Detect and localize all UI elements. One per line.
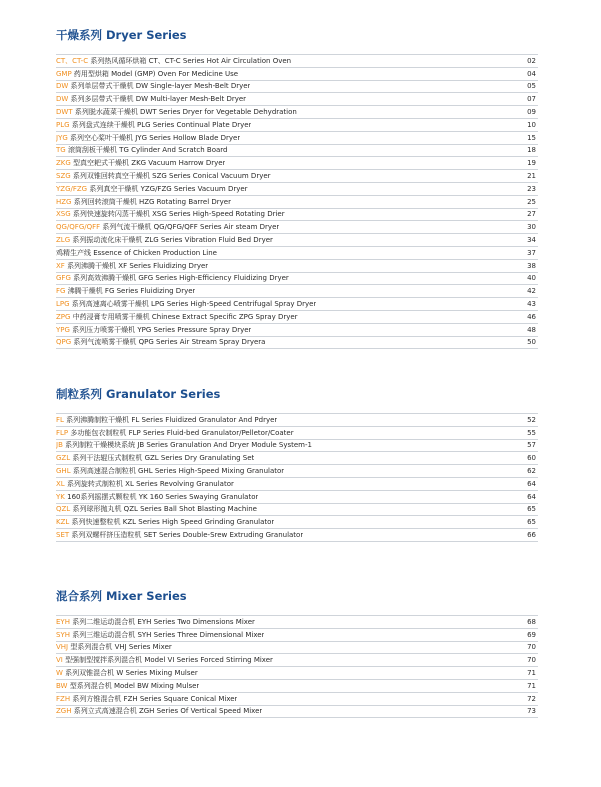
entry-description: 型真空耙式干燥机 ZKG Vacuum Harrow Dryer [73,159,226,168]
contents-entry [56,93,538,106]
entry-description: 系列制粒干燥模块系统 JB Series Granulation And Dryer Module System-1 [65,441,312,450]
entry-text [56,706,262,716]
contents-entry [56,132,538,145]
entry-text [56,655,273,665]
entry-description: 系列回转滚筒干燥机 HZG Rotating Barrel Dryer [73,197,231,206]
entry-description: 系列振动流化床干燥机 ZLG Series Vibration Fluid Bed Dryer [72,236,273,245]
entry-text [56,145,227,155]
page-number: 34 [527,236,536,245]
contents-entry [56,170,538,183]
section-title: 制粒系列 Granulator Series [56,387,221,401]
entry-description: 系列脱水蔬菜干燥机 DWT Series Dryer for Vegetable Dehydration [74,108,297,117]
entry-description: 系列真空干燥机 YZG/FZG Series Vacuum Dryer [89,184,248,193]
page-number: 65 [527,518,536,527]
contents-entry [56,693,538,706]
entry-text [56,222,279,232]
contents-entry [56,221,538,234]
contents-entry [56,209,538,222]
contents-entry [56,260,538,273]
contents-entry [56,667,538,680]
entry-description: 系列快速整粒机 KZL Series High Speed Grinding Granulator [71,518,275,527]
model-code: FZH [56,694,71,703]
model-code: YK [56,492,65,501]
entry-text [56,248,217,258]
contents-entry [56,119,538,132]
entry-text [56,440,312,450]
contents-entry [56,247,538,260]
page-number: 18 [527,146,536,155]
entry-description: 中药浸膏专用喷雾干燥机 Chinese Extract Specific ZPG Spray Dryer [72,312,298,321]
model-code: DW [56,82,69,91]
entry-text [56,81,250,91]
page-number: 68 [527,617,536,626]
entry-text [56,668,198,678]
entry-text [56,197,231,207]
page-number: 73 [527,707,536,716]
page-number: 50 [527,338,536,347]
contents-entry [56,55,538,68]
page-number: 65 [527,505,536,514]
page-number: 37 [527,248,536,257]
model-code: VHJ [56,643,69,652]
model-code: FLP [56,428,69,437]
entry-text [56,642,172,652]
page-number: 07 [527,95,536,104]
model-code: YZG/FZG [56,184,88,193]
page-number: 15 [527,133,536,142]
page-number: 27 [527,210,536,219]
model-code: ZLG [56,236,71,245]
entry-text [56,286,195,296]
entry-text [56,158,225,168]
entry-description: 系列三维运动混合机 SYH Series Three Dimensional Mixer [72,630,265,639]
section-dryer-series [56,27,538,349]
model-code: QPG [56,338,72,347]
entry-text [56,107,297,117]
entry-description: 系列高效沸腾干燥机 GFG Series High-Efficiency Fluidizing Dryer [73,274,289,283]
entry-description: 药用型烘箱 Model (GMP) Oven For Medicine Use [73,69,239,78]
section-title: 混合系列 Mixer Series [56,589,187,603]
entry-text [56,428,294,438]
entry-text [56,325,251,335]
model-code: GHL [56,467,71,476]
contents-entry [56,414,538,427]
entry-description: 系列旋转式制粒机 XL Series Revolving Granulator [66,479,234,488]
contents-entry [56,324,538,337]
entry-description: 多功能包衣制粒机 FLP Series Fluid-bed Granulator/Pelletor/Coater [70,428,294,437]
model-code: QZL [56,505,71,514]
model-code: DW [56,95,69,104]
entry-text [56,466,284,476]
model-code: TG [56,146,66,155]
entry-text [56,337,265,347]
entry-description: 滚筒刮板干燥机 TG Cylinder And Scratch Board [67,146,228,155]
entry-text [56,171,271,181]
contents-entry [56,311,538,324]
entry-text [56,517,274,527]
entry-list [56,413,538,542]
entry-description: 系列快速旋转闪蒸干燥机 XSG Series High-Speed Rotating Drier [72,210,285,219]
model-code: QG/QFG/QFF [56,223,101,232]
page-number: 52 [527,415,536,424]
entry-text [56,617,255,627]
page-number: 05 [527,82,536,91]
page-number: 71 [527,669,536,678]
model-code: ZKG [56,159,71,168]
contents-entry [56,452,538,465]
entry-description: 系列沸腾制粒干燥机 FL Series Fluidized Granulator And Pdryer [66,415,278,424]
entry-description: 系列方锥混合机 FZH Series Square Conical Mixer [72,694,238,703]
entry-description: 系列双锥混合机 W Series Mixing Mulser [65,669,198,678]
entry-text [56,209,285,219]
contents-entry [56,183,538,196]
contents-entry [56,680,538,693]
entry-text [56,94,246,104]
model-code: FG [56,287,66,296]
entry-text [56,56,291,66]
entry-list [56,615,538,718]
entry-description: 系列沸腾干燥机 XF Series Fluidizing Dryer [67,261,209,270]
page-number: 30 [527,223,536,232]
entry-text [56,479,234,489]
entry-text [56,273,289,283]
model-code: KZL [56,518,70,527]
entry-text [56,120,251,130]
page-number: 42 [527,287,536,296]
model-code: JYG [56,133,68,142]
contents-entry [56,478,538,491]
entry-description: 系列双螺杆挤压造粒机 SET Series Double-Srew Extruding Granulator [71,531,304,540]
entry-description: 系列热风循环烘箱 CT、CT-C Series Hot Air Circulation Oven [90,56,292,65]
contents-entry [56,234,538,247]
entry-description: 系列气流喷雾干燥机 QPG Series Air Stream Spray Dryera [73,338,266,347]
model-code: CT、CT-C [56,56,89,65]
page-number: 71 [527,681,536,690]
contents-entry [56,196,538,209]
contents-entry [56,465,538,478]
model-code: JB [56,441,63,450]
page-number: 46 [527,312,536,321]
model-code: VI [56,656,63,665]
entry-text [56,681,199,691]
entry-description: 系列立式高速混合机 ZGH Series Of Vertical Speed Mixer [73,707,263,716]
entry-text [56,694,237,704]
contents-entry [56,616,538,629]
model-code: XSG [56,210,71,219]
model-code: YPG [56,325,70,334]
contents-entry [56,81,538,94]
page-number: 69 [527,630,536,639]
contents-entry [56,491,538,504]
model-code: EYH [56,617,70,626]
contents-entry [56,337,538,350]
page-number: 66 [527,531,536,540]
page-number: 64 [527,492,536,501]
page-number: 70 [527,643,536,652]
entry-text [56,235,273,245]
section-mixer-series [56,588,538,718]
page-number: 40 [527,274,536,283]
model-code: LPG [56,300,70,309]
contents-entry [56,298,538,311]
contents-entry [56,157,538,170]
model-code: ZGH [56,707,72,716]
model-code: HZG [56,197,72,206]
page-number: 19 [527,159,536,168]
entry-description: 系列单层带式干燥机 DW Single-layer Mesh-Belt Dryer [70,82,251,91]
contents-entry [56,529,538,542]
page-number: 21 [527,172,536,181]
model-code: SYH [56,630,70,639]
entry-description: 系列高速混合制粒机 GHL Series High-Speed Mixing Granulator [72,467,285,476]
page-number: 10 [527,120,536,129]
model-code: SET [56,531,70,540]
page-number: 48 [527,325,536,334]
contents-entry [56,629,538,642]
entry-text [56,184,248,194]
entry-list [56,54,538,349]
entry-description: 系列球形抛丸机 QZL Series Ball Shot Blasting Machine [72,505,257,514]
entry-description: 160系列摇摆式颗粒机 YK 160 Series Swaying Granulator [67,492,259,501]
page-number: 25 [527,197,536,206]
entry-text [56,415,277,425]
section-granulator-series [56,386,538,542]
model-code: DWT [56,108,73,117]
entry-description: 系列盘式连续干燥机 PLG Series Continual Plate Dryer [71,120,252,129]
contents-entry [56,68,538,81]
model-code: SZG [56,172,71,181]
entry-description: 型系列混合机 Model BW Mixing Mulser [69,681,200,690]
page-number: 55 [527,428,536,437]
page-number: 02 [527,56,536,65]
entry-description: 沸腾干燥机 FG Series Fluidizing Dryer [67,287,196,296]
contents-entry [56,706,538,719]
entry-text [56,453,254,463]
entry-description: 系列气流干燥机 QG/QFG/QFF Series Air steam Dryer [102,223,280,232]
entry-text [56,312,298,322]
contents-entry [56,654,538,667]
entry-description: 系列二维运动混合机 EYH Series Two Dimensions Mixer [72,617,255,626]
entry-text [56,504,257,514]
contents-entry [56,145,538,158]
page-number: 60 [527,454,536,463]
contents-entry [56,516,538,529]
page-number: 64 [527,479,536,488]
model-code: FL [56,415,64,424]
page-number: 62 [527,467,536,476]
entry-text [56,133,240,143]
model-code: GMP [56,69,72,78]
page-number: 09 [527,108,536,117]
page-number: 04 [527,69,536,78]
contents-entry [56,427,538,440]
page-number: 23 [527,184,536,193]
entry-description: 系列多层带式干燥机 DW Multi-layer Mesh-Belt Dryer [70,95,247,104]
contents-entry [56,440,538,453]
page-number: 57 [527,441,536,450]
page-number: 72 [527,694,536,703]
model-code: W [56,669,63,678]
contents-entry [56,642,538,655]
model-code: GZL [56,454,71,463]
contents-entry [56,285,538,298]
entry-description: 系列空心桨叶干燥机 JYG Series Hollow Blade Dryer [70,133,241,142]
entry-description: 系列双锥回转真空干燥机 SZG Series Conical Vacuum Dryer [72,172,271,181]
model-code: BW [56,681,68,690]
entry-description: 型强制型搅拌系列混合机 Model VI Series Forced Stirring Mixer [65,656,273,665]
model-code: XL [56,479,65,488]
contents-entry [56,504,538,517]
page-number: 43 [527,300,536,309]
entry-text [56,299,316,309]
entry-description: 鸡精生产线 Essence of Chicken Production Line [56,248,217,257]
model-code: ZPG [56,312,71,321]
entry-text [56,69,238,79]
model-code: PLG [56,120,70,129]
entry-text [56,261,208,271]
page-number: 38 [527,261,536,270]
page-number: 70 [527,656,536,665]
entry-description: 系列干法辊压式制粒机 GZL Series Dry Granulating Set [72,454,255,463]
entry-text [56,530,303,540]
entry-description: 系列压力喷雾干燥机 YPG Series Pressure Spray Dryer [72,325,252,334]
entry-description: 系列高速离心喷雾干燥机 LPG Series High-Speed Centrifugal Spray Dryer [71,300,317,309]
section-title: 干燥系列 Dryer Series [56,28,187,42]
model-code: GFG [56,274,71,283]
contents-entry [56,273,538,286]
model-code: XF [56,261,65,270]
entry-description: 型系列混合机 VHJ Series Mixer [70,643,172,652]
entry-text [56,492,258,502]
contents-entry [56,106,538,119]
entry-text [56,630,264,640]
